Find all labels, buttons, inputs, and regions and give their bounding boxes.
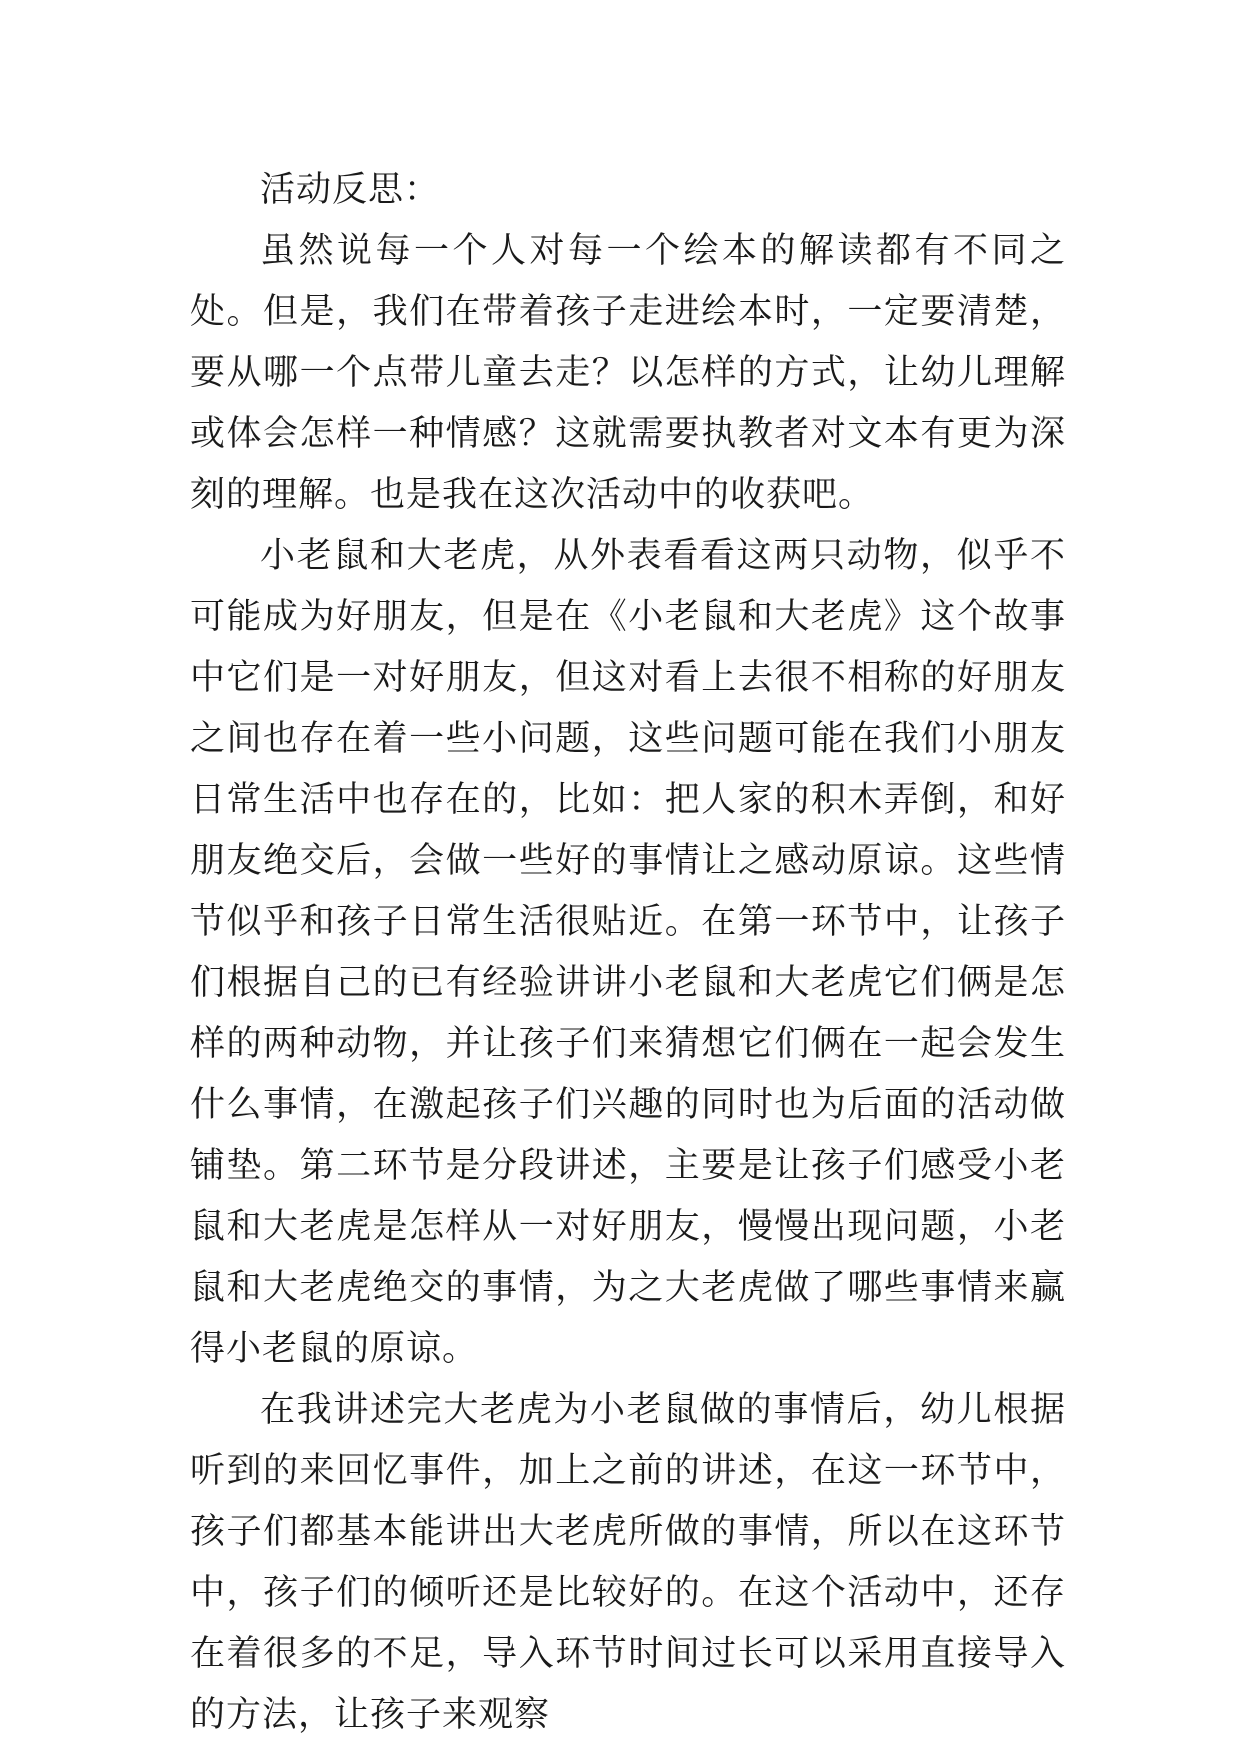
section-heading: 活动反思： bbox=[260, 170, 441, 210]
document-body bbox=[190, 160, 1066, 1746]
paragraph-2: 小老鼠和大老虎，从外表看看这两只动物，似乎不可能成为好朋友，但是在《小老鼠和大老虎》这个故事中它们是一对好朋友，但这对看上去很不相称的好朋友之间也存在着一些小问题，这些问题可能在我们小朋友日常生活中也存在的，比如：把人家的积木弄倒，和好朋友绝交后，会做一些好的事情让之感动原谅。这些情节似乎和孩子日常生活很贴近。在第一环节中，让孩子们根据自己的已有经验讲讲小老鼠和大老虎它们俩是怎样的两种动物，并让孩子们来猜想它们俩在一起会发生什么事情，在激起孩子们兴趣的同时也为后面的活动做铺垫。第二环节是分段讲述，主要是让孩子们感受小老鼠和大老虎是怎样从一对好朋友，慢慢出现问题，小老鼠和大老虎绝交的事情，为之大老虎做了哪些事情来赢得小老鼠的原谅。 bbox=[190, 536, 1066, 1369]
paragraph-1: 虽然说每一个人对每一个绘本的解读都有不同之处。但是，我们在带着孩子走进绘本时，一定要清楚，要从哪一个点带儿童去走？以怎样的方式，让幼儿理解或体会怎样一种情感？这就需要执教者对文本有更为深刻的理解。也是我在这次活动中的收获吧。 bbox=[190, 231, 1066, 515]
paragraph-3: 在我讲述完大老虎为小老鼠做的事情后，幼儿根据听到的来回忆事件，加上之前的讲述，在这一环节中，孩子们都基本能讲出大老虎所做的事情，所以在这环节中，孩子们的倾听还是比较好的。在这个活动中，还存在着很多的不足，导入环节时间过长可以采用直接导入的方法，让孩子来观察 bbox=[190, 1390, 1066, 1735]
